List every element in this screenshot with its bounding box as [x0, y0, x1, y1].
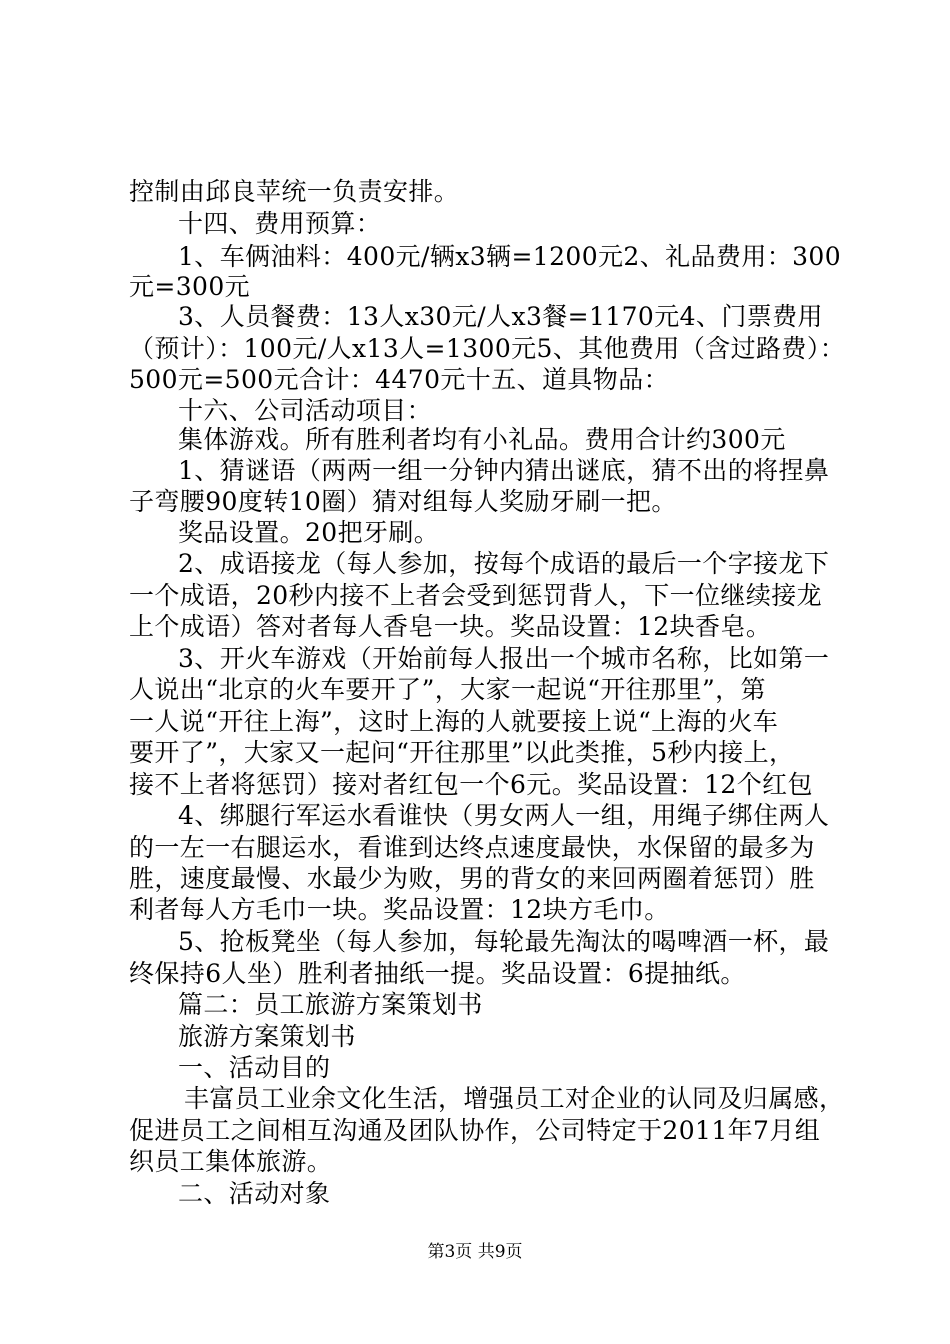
body-text-line: 集体游戏。所有胜利者均有小礼品。费用合计约300元	[178, 425, 786, 454]
body-text-line: 丰富员工业余文化生活，增强员工对企业的认同及归属感，	[184, 1084, 845, 1113]
body-text-line: 2、成语接龙（每人参加，按每个成语的最后一个字接龙下	[178, 549, 830, 578]
body-text-line: 人说出“北京的火车要开了”，大家一起说“开往那里”，第	[129, 675, 766, 704]
body-text-line: 1、猜谜语（两两一组一分钟内猜出谜底，猜不出的将捏鼻	[178, 456, 830, 485]
section-heading: 篇二：员工旅游方案策划书	[178, 990, 483, 1019]
body-text-line: 终保持6人坐）胜利者抽纸一提。奖品设置：6提抽纸。	[129, 959, 746, 988]
body-text-line: 1、车俩油料：400元/辆x3辆=1200元2、礼品费用：300	[178, 242, 842, 271]
body-text-line: 促进员工之间相互沟通及团队协作，公司特定于2011年7月组	[129, 1116, 821, 1145]
body-text-line: 500元=500元合计：4470元十五、道具物品：	[129, 365, 670, 394]
body-text-line: 控制由邱良苹统一负责安排。	[129, 177, 460, 206]
body-text-line: 织员工集体旅游。	[129, 1147, 333, 1176]
body-text-line: 4、绑腿行军运水看谁快（男女两人一组，用绳子绑住两人	[178, 801, 830, 830]
body-text-line: 一个成语，20秒内接不上者会受到惩罚背人，下一位继续接龙	[129, 581, 823, 610]
body-text-line: 接不上者将惩罚）接对者红包一个6元。奖品设置：12个红包	[129, 770, 813, 799]
body-text-line: 要开了”，大家又一起问“开往那里”以此类推，5秒内接上，	[129, 738, 795, 767]
section-heading: 二、活动对象	[178, 1179, 331, 1208]
body-text-line: 胜，速度最慢、水最少为败，男的背女的来回两圈着惩罚）胜	[129, 864, 815, 893]
body-text-line: 奖品设置。20把牙刷。	[178, 518, 440, 547]
body-text-line: 利者每人方毛巾一块。奖品设置：12块方毛巾。	[129, 895, 670, 924]
body-text-line: （预计）：100元/人x13人=1300元5、其他费用（含过路费）：	[129, 334, 846, 363]
body-text-line: 上个成语）答对者每人香皂一块。奖品设置：12块香皂。	[129, 612, 772, 641]
body-text-line: 5、抢板凳坐（每人参加，每轮最先淘汰的喝啤酒一杯，最	[178, 927, 830, 956]
body-text-line: 元=300元	[129, 272, 251, 301]
body-text-line: 的一左一右腿运水，看谁到达终点速度最快，水保留的最多为	[129, 833, 815, 862]
page-number-footer: 第3页 共9页	[427, 1242, 523, 1262]
body-text-line: 子弯腰90度转10圈）猜对组每人奖励牙刷一把。	[129, 487, 677, 516]
section-heading: 十六、公司活动项目：	[178, 396, 433, 425]
section-heading: 一、活动目的	[178, 1053, 331, 1082]
body-text-line: 3、开火车游戏（开始前每人报出一个城市名称，比如第一	[178, 644, 830, 673]
section-heading: 旅游方案策划书	[178, 1022, 356, 1051]
body-text-line: 一人说“开往上海”，这时上海的人就要接上说“上海的火车	[129, 707, 779, 736]
section-heading: 十四、费用预算：	[178, 209, 382, 238]
body-text-line: 3、人员餐费：13人x30元/人x3餐=1170元4、门票费用	[178, 302, 823, 331]
